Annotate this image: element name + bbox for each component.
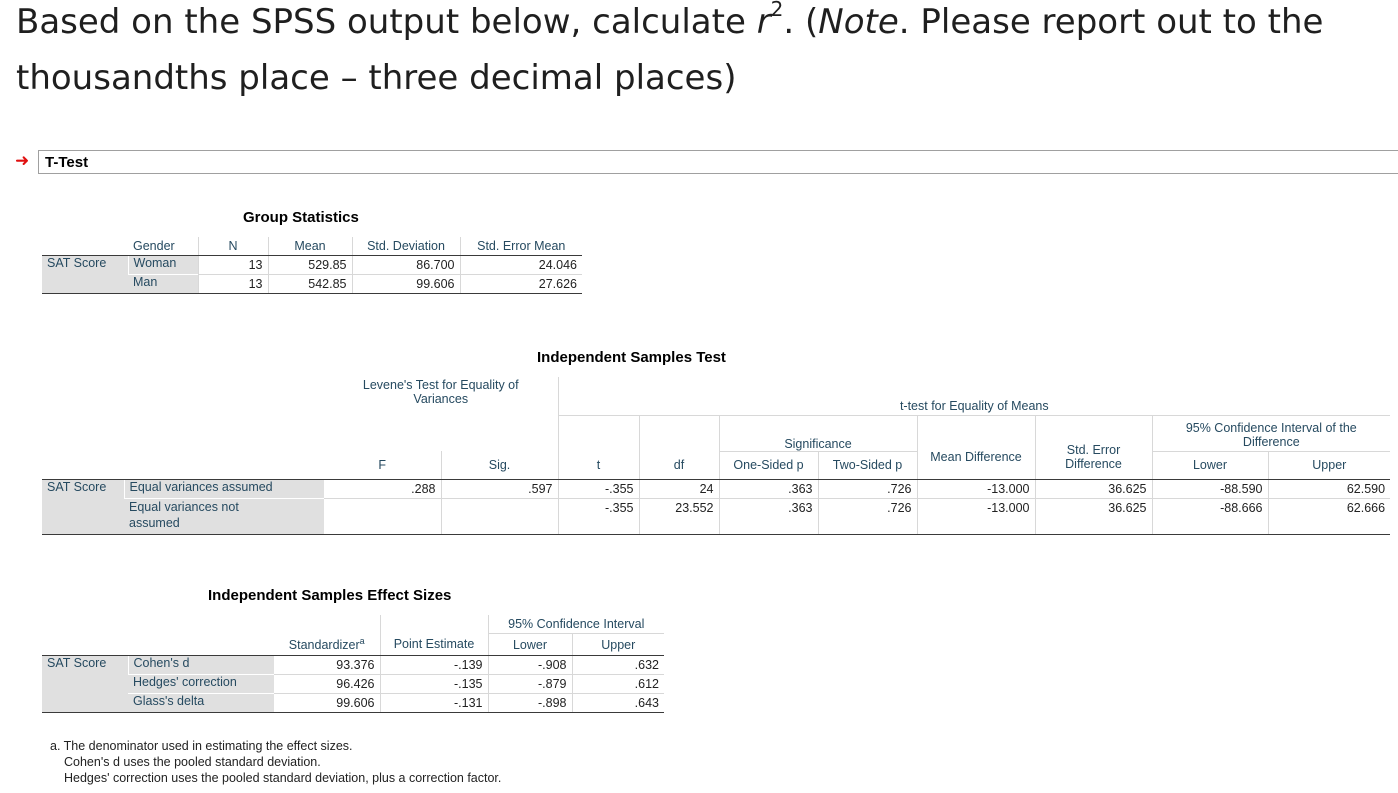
footnote-a: a. The denominator used in estimating the effect sizes. bbox=[50, 739, 353, 753]
effect-label: Hedges' correction bbox=[128, 675, 274, 694]
ttest-equality-header: t-test for Equality of Means bbox=[558, 377, 1390, 415]
table-row: SAT Score Cohen's d 93.376 -.139 -.908 .632 bbox=[42, 656, 664, 675]
table-row: Equal variances not assumed -.355 23.552 .363 .726 -13.000 36.625 -88.666 62.666 bbox=[42, 499, 1390, 535]
gender-cell: Man bbox=[128, 275, 198, 294]
table-row: SAT Score Equal variances assumed .288 .597 -.355 24 .363 .726 -13.000 36.625 -88.590 62.590 bbox=[42, 480, 1390, 499]
row-label-sat: SAT Score bbox=[42, 656, 128, 713]
row-label-sat: SAT Score bbox=[42, 480, 124, 535]
col-two-sided: Two-Sided p bbox=[818, 451, 917, 480]
effect-sizes-table bbox=[42, 615, 664, 713]
col-se-difference: Std. Error Difference bbox=[1035, 443, 1152, 472]
ind-test-table bbox=[42, 377, 1390, 535]
r-variable: r bbox=[756, 2, 771, 42]
footnote-marker: a bbox=[359, 636, 365, 647]
col-upper: Upper bbox=[1268, 451, 1390, 480]
effect-label: Glass's delta bbox=[128, 694, 274, 713]
col-mean: Mean bbox=[268, 237, 352, 256]
red-arrow-icon[interactable]: ➜ bbox=[15, 151, 30, 170]
footnotes bbox=[50, 738, 501, 786]
col-std-error-mean: Std. Error Mean bbox=[460, 237, 582, 256]
row-label-sat: SAT Score bbox=[42, 256, 128, 294]
table-row: Man 13 542.85 99.606 27.626 bbox=[42, 275, 582, 294]
col-std-deviation: Std. Deviation bbox=[352, 237, 460, 256]
col-df: df bbox=[639, 451, 719, 480]
col-sig: Sig. bbox=[441, 451, 558, 480]
ci-difference-header: 95% Confidence Interval of the Difference bbox=[1152, 415, 1390, 451]
col-mean-difference: Mean Difference bbox=[917, 443, 1035, 472]
col-upper: Upper bbox=[572, 634, 664, 656]
group-stats-table bbox=[42, 237, 582, 294]
col-point-estimate: Point Estimate bbox=[380, 634, 488, 656]
col-standardizer: Standardizer$^a$ bbox=[274, 634, 380, 656]
ttest-heading-bar[interactable] bbox=[38, 150, 1398, 174]
effect-sizes-title: Independent Samples Effect Sizes bbox=[208, 587, 452, 604]
footnote-line: Cohen's d uses the pooled standard deviation. bbox=[64, 755, 321, 769]
ttest-heading: T-Test bbox=[45, 154, 89, 171]
table-row: Hedges' correction 96.426 -.135 -.879 .612 bbox=[42, 675, 664, 694]
effect-label: Cohen's d bbox=[128, 656, 274, 675]
col-f: F bbox=[324, 451, 441, 480]
ind-test-title: Independent Samples Test bbox=[537, 349, 726, 366]
question-line-2: thousandths place – three decimal places) bbox=[16, 58, 737, 98]
note-label: Note bbox=[818, 2, 899, 42]
table-row: SAT Score Woman 13 529.85 86.700 24.046 bbox=[42, 256, 582, 275]
col-one-sided: One-Sided p bbox=[719, 451, 818, 480]
variance-label: Equal variances assumed bbox=[124, 480, 324, 499]
col-gender: Gender bbox=[128, 237, 198, 256]
col-lower: Lower bbox=[488, 634, 572, 656]
exponent: 2 bbox=[770, 0, 784, 21]
levene-header: Levene's Test for Equality of Variances bbox=[362, 378, 519, 406]
footnote-line: Hedges' correction uses the pooled standard deviation, plus a correction factor. bbox=[64, 771, 502, 785]
question-text bbox=[16, 0, 1386, 106]
variance-label: Equal variances not assumed bbox=[124, 499, 324, 535]
ci-header: 95% Confidence Interval bbox=[488, 615, 664, 634]
question-line-1: Based on the SPSS output below, calculate $r^2$. (Note. Please report out to the bbox=[16, 0, 1386, 50]
gender-cell: Woman bbox=[128, 256, 198, 275]
group-stats-title: Group Statistics bbox=[243, 209, 359, 226]
col-n: N bbox=[198, 237, 268, 256]
col-lower: Lower bbox=[1152, 451, 1268, 480]
col-t: t bbox=[558, 451, 639, 480]
table-row: Glass's delta 99.606 -.131 -.898 .643 bbox=[42, 694, 664, 713]
significance-header: Significance bbox=[719, 415, 917, 451]
